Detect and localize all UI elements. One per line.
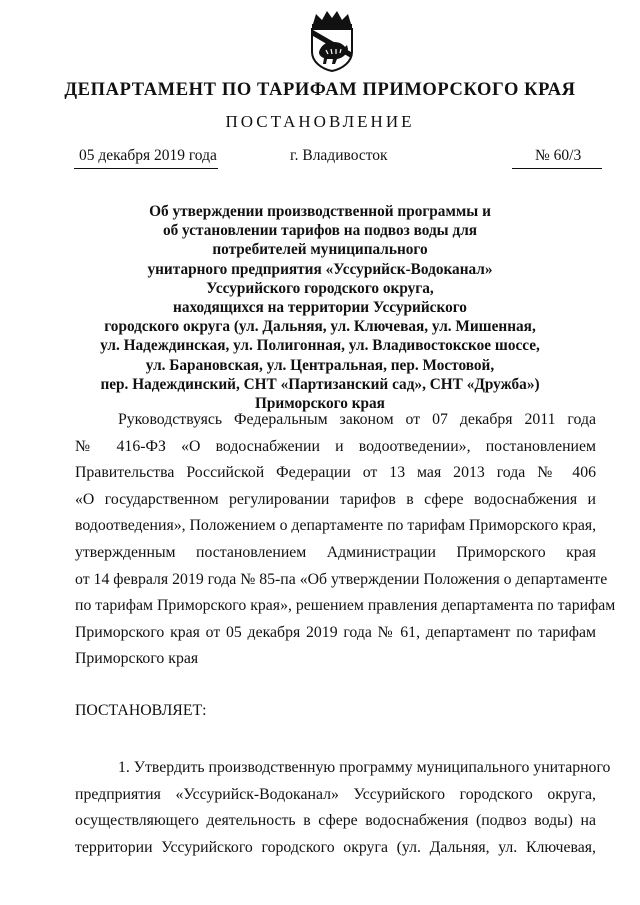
paragraph-line: Руководствуясь Федеральным законом от 07 декабря 2011 года [118,411,596,428]
title-line: потребителей муниципального [212,241,428,259]
paragraph-line: Правительства Российской Федерации от 13 мая 2013 года № 406 [75,464,596,482]
paragraph-line: Приморского края от 05 декабря 2019 года № 61, департамент по тарифам [75,623,596,641]
decree-number: № 60/3 [535,147,582,164]
item-1-paragraph [75,755,611,861]
decree-title [0,202,640,413]
date-underline [74,168,218,169]
title-line: находящихся на территории Уссурийского [173,299,467,317]
decree-date: 05 декабря 2019 года [79,147,217,164]
title-line: Об утверждении производственной программы и [149,203,491,220]
document-type: ПОСТАНОВЛЕНИЕ [225,112,415,131]
department-name: ДЕПАРТАМЕНТ ПО ТАРИФАМ ПРИМОРСКОГО КРАЯ [64,80,576,100]
paragraph-line: водоотведения», Положением о департаменте по тарифам Приморского края, [75,517,597,535]
paragraph-line: Приморского края [75,650,199,668]
title-line: пер. Надеждинский, СНТ «Партизанский сад», СНТ «Дружба») [100,375,540,393]
title-line: Уссурийского городского округа, [206,279,434,297]
number-underline [512,168,602,169]
title-line: городского округа (ул. Дальняя, ул. Ключевая, ул. Мишенная, [104,318,536,336]
paragraph-line: утвержденным постановлением Администрации Приморского края [75,543,596,561]
paragraph-line: «О государственном регулировании тарифов в сфере водоснабжения и [75,490,596,508]
title-line: Приморского края [255,395,385,413]
preamble-paragraph [75,407,616,673]
paragraph-line: предприятия «Уссурийск-Водоканал» Уссурийского городского округа, [75,785,596,803]
paragraph-line: от 14 февраля 2019 года № 85-па «Об утверждении Положения о департаменте [75,570,608,588]
decree-city: г. Владивосток [290,147,388,164]
paragraph-line: территории Уссурийского городского округа (ул. Дальняя, ул. Ключевая, [75,838,596,856]
paragraph-line: осуществляющего деятельность в сфере водоснабжения (подвоз воды) на [75,812,596,830]
title-line: об установлении тарифов на подвоз воды для [162,222,478,240]
title-line: унитарного предприятия «Уссурийск-Водоканал» [147,260,493,278]
resolves-heading: ПОСТАНОВЛЯЕТ: [75,702,207,719]
primorsky-coat-of-arms-emblem [299,8,365,72]
title-line: ул. Надеждинская, ул. Полигонная, ул. Владивостокское шоссе, [100,337,540,355]
paragraph-line: № 416-ФЗ «О водоснабжении и водоотведении», постановлением [75,437,596,455]
title-line: ул. Барановская, ул. Центральная, пер. Мостовой, [145,356,495,374]
paragraph-line: по тарифам Приморского края», решением правления департамента по тарифам [75,597,616,615]
paragraph-line: 1. Утвердить производственную программу муниципального унитарного [118,759,611,776]
